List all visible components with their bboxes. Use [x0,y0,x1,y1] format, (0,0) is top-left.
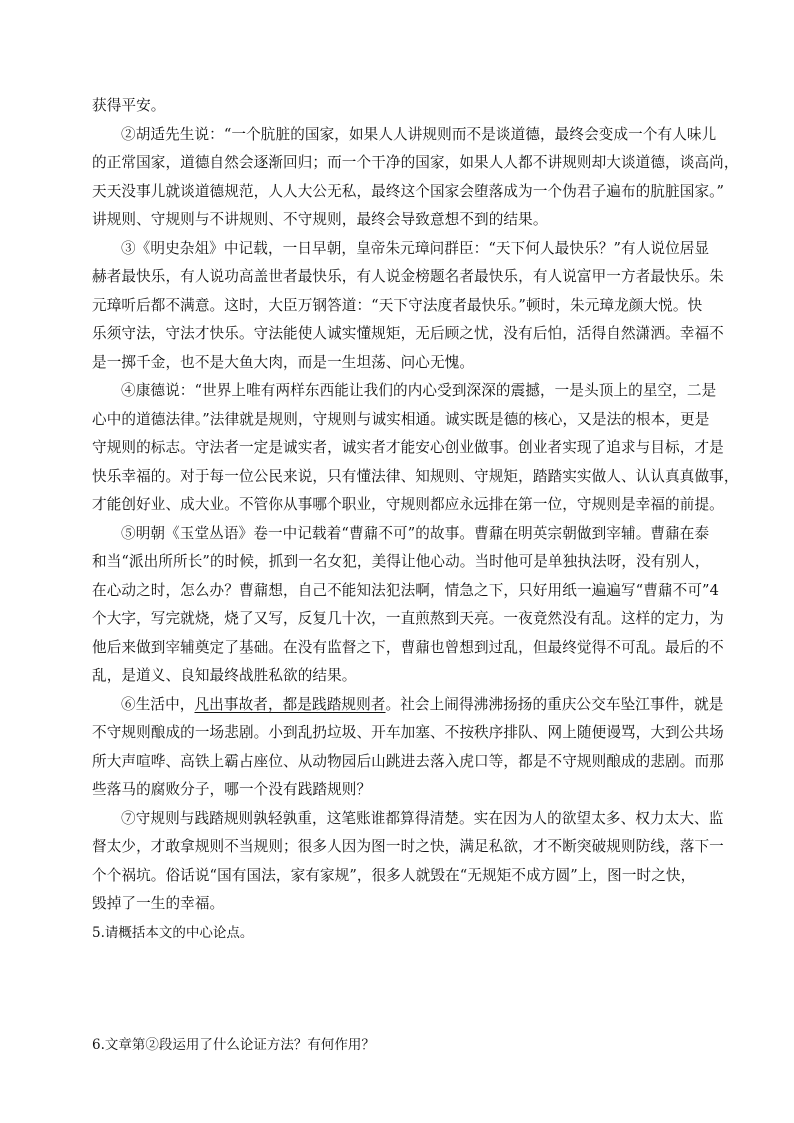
paragraph-7-line: 毁掉了一生的幸福。 [92,895,225,912]
paragraph-2-line: 天天没事儿就谈道德规范，人人大公无私，最终这个国家会堕落成为一个伪君子遍布的肮脏国家。” [92,182,725,200]
paragraph-4-line: 守规则的标志。守法者一定是诚实者，诚实者才能安心创业做事。创业者实现了追求与目标，才是 [92,439,724,456]
paragraph-5-line: 和当“派出所所长”的时候，抓到一名女犯，美得让他心动。当时他可是单独执法呀，没有别人， [92,553,710,570]
document-page [92,92,739,1060]
question-5: 5.请概括本文的中心论点。 [92,924,254,941]
paragraph-5-line: ⑤明朝《玉堂丛语》卷一中记载着“曹鼐不可”的故事。曹鼐在明英宗朝做到宰辅。曹鼐在泰 [121,524,710,542]
underlined-central-claim: 凡出事故者，都是践踏规则者 [194,695,386,713]
paragraph-6-line: 不守规则酿成的一场悲剧。小到乱扔垃圾、开车加塞、不按秩序排队、网上随便谩骂，大到公共场 [92,724,724,741]
paragraph-4-line: 快乐幸福的。对于每一位公民来说，只有懂法律、知规则、守规矩，踏踏实实做人、认认真真做事， [92,467,739,485]
paragraph-2-line: 的正常国家，道德自然会逐渐回归；而一个干净的国家，如果人人都不讲规则却大谈道德，谈高尚， [92,154,739,171]
paragraph-5-line: 他后来做到宰辅奠定了基础。在没有监督之下，曹鼐也曾想到过乱，但最终觉得不可乱。最后的不 [92,638,724,656]
paragraph-7-line: 个个祸坑。俗话说“国有国法，家有家规”，很多人就毁在“无规矩不成方圆”上，图一时之快， [92,866,696,884]
paragraph-6-line: 些落马的腐败分子，哪一个没有践踏规则？ [92,781,372,798]
paragraph-3-line: 是一掷千金，也不是大鱼大肉，而是一生坦荡、问心无愧。 [92,353,475,371]
paragraph-6-suffix: 。社会上闹得沸沸扬扬的重庆公交车坠江事件，就是 [385,695,724,713]
paragraph-4-line: 才能创好业、成大业。不管你从事哪个职业，守规则都应永远排在第一位，守规则是幸福的前提。 [92,496,724,513]
paragraph-6-first-line [92,691,724,720]
paragraph-2-line: ②胡适先生说：“一个肮脏的国家，如果人人讲规则而不是谈道德，最终会变成一个有人味儿 [121,125,717,143]
answer-space [92,947,700,989]
paragraph-2-line: 讲规则、守规则与不讲规则、不守规则，最终会导致意想不到的结果。 [92,211,548,228]
paragraph-6-line: 所大声喧哗、高铁上霸占座位、从动物园后山跳进去落入虎口等，都是不守规则酿成的悲剧。而那 [92,752,724,770]
paragraph-5-line: 个大字，写完就烧，烧了又写，反复几十次，一直煎熬到天亮。一夜竟然没有乱。这样的定力，为 [92,610,724,627]
paragraph-5-line: 在心动之时，怎么办？曹鼐想，自己不能知法犯法啊，情急之下，只好用纸一遍遍写“曹鼐不可”4 [92,581,719,599]
question-6: 6.文章第②段运用了什么论证方法？有何作用？ [92,1037,375,1053]
paragraph-3-line: 乐须守法，守法才快乐。守法能使人诚实懂规矩，无后顾之忧，没有后怕，活得自然潇洒。幸福不 [92,325,724,342]
paragraph-4-line: 心中的道德法律。”法律就是规则，守规则与诚实相通。诚实既是德的核心，又是法的根本，更是 [92,410,710,428]
paragraph-7-line: ⑦守规则与践踏规则孰轻孰重，这笔账谁都算得清楚。实在因为人的欲望太多、权力太大、监 [121,809,724,827]
text-line: 获得平安。 [92,97,166,114]
paragraph-3-line: ③《明史杂俎》中记载，一日早朝，皇帝朱元璋问群臣：“天下何人最快乐？”有人说位居显 [121,239,710,257]
paragraph-7-line: 督太少，才敢拿规则不当规则；很多人因为图一时之快，满足私欲，才不断突破规则防线，落下一 [92,838,724,855]
paragraph-3-line: 赫者最快乐，有人说功高盖世者最快乐，有人说金榜题名者最快乐，有人说富甲一方者最快乐。朱 [92,268,724,285]
paragraph-5-line: 乱，是道义、良知最终战胜私欲的结果。 [92,667,357,684]
paragraph-3-line: 元璋听后都不满意。这时，大臣万钢答道：“天下守法度者最快乐。”顿时，朱元璋龙颜大悦。快 [92,296,703,314]
paragraph-6-prefix: ⑥生活中， [121,695,195,713]
paragraph-4-line: ④康德说：“世界上唯有两样东西能让我们的内心受到深深的震撼，一是头顶上的星空，二是 [121,382,717,399]
answer-space [92,989,700,1031]
